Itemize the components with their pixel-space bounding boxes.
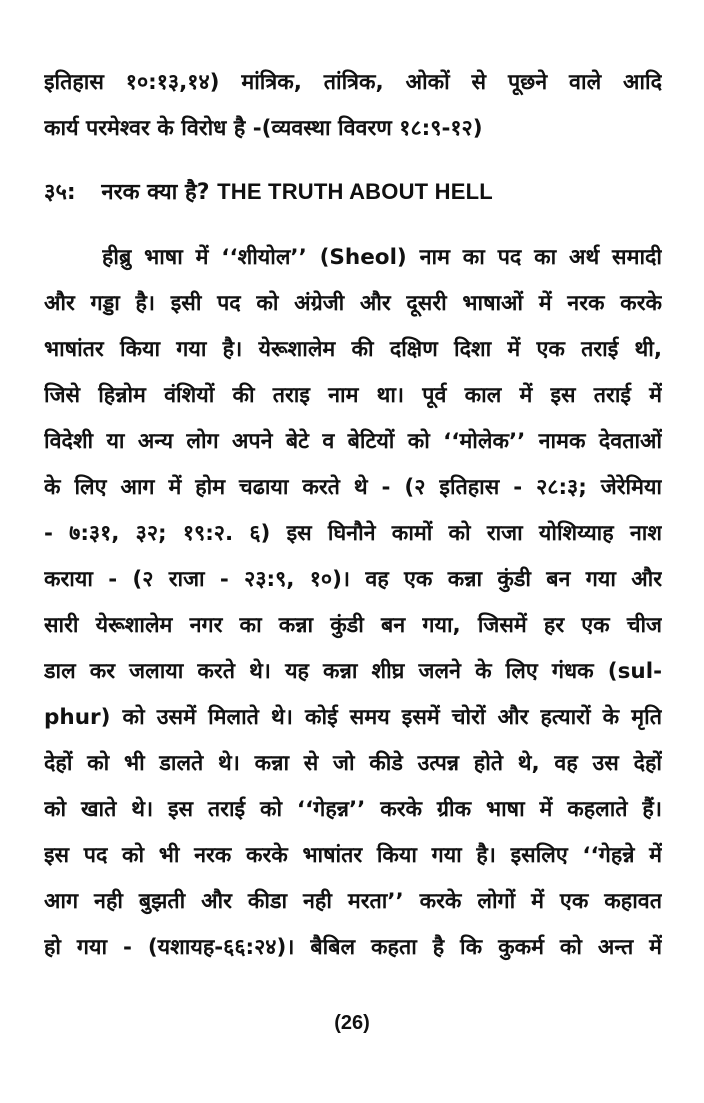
paragraph-line: डाल कर जलाया करते थे। यह कन्ना शीघ्र जलने के लिए गंधक (sul-: [44, 659, 662, 684]
section-title-hindi: नरक क्या है?: [101, 180, 210, 205]
paragraph-line: भाषांतर किया गया है। येरूशालेम की दक्षिण दिशा में एक तराई थी,: [44, 337, 662, 362]
section-number: ३५:: [44, 180, 76, 205]
paragraph-line: इस पद को भी नरक करके भाषांतर किया गया है। इसलिए ‘‘गेहन्ने में: [44, 843, 662, 868]
paragraph-line: हो गया - (यशायह-६६:२४)। बैबिल कहता है कि कुकर्म को अन्त में: [44, 935, 662, 960]
paragraph-line: को खाते थे। इस तराई को ‘‘गेहन्न’’ करके ग्रीक भाषा में कहलाते हैं।: [44, 797, 662, 822]
section-title-english: THE TRUTH ABOUT HELL: [217, 179, 493, 204]
intro-line-2: कार्य परमेश्वर के विरोध है -(व्यवस्था विवरण १८:९-१२): [44, 116, 483, 141]
section-heading: [44, 175, 493, 210]
page-number: (26): [334, 1012, 370, 1034]
paragraph-line: कराया - (२ राजा - २३:९, १०)। वह एक कन्ना कुंडी बन गया और: [44, 567, 662, 592]
paragraph-line: देहों को भी डालते थे। कन्ना से जो कीडे उत्पन्न होते थे, वह उस देहों: [44, 751, 662, 776]
paragraph-line: और गड्डा है। इसी पद को अंग्रेजी और दूसरी भाषाओं में नरक करके: [44, 291, 662, 316]
paragraph-line: के लिए आग में होम चढाया करते थे - (२ इतिहास - २८:३; जेरेमिया: [44, 475, 662, 500]
paragraph-line: हीब्रु भाषा में ‘‘शीयोल’’ (Sheol) नाम का पद का अर्थ समादी: [102, 245, 662, 270]
paragraph-line: - ७:३१, ३२; १९:२. ६) इस घिनौने कामों को राजा योशिय्याह नाश: [44, 521, 662, 546]
paragraph-line: phur) को उसमें मिलाते थे। कोई समय इसमें चोरों और हत्यारों के मृति: [44, 705, 662, 730]
paragraph-line: सारी येरूशालेम नगर का कन्ना कुंडी बन गया, जिसमें हर एक चीज: [44, 613, 662, 638]
intro-line-1: इतिहास १०:१३,१४) मांत्रिक, तांत्रिक, ओकों से पूछने वाले आदि: [44, 70, 662, 95]
paragraph-line: विदेशी या अन्य लोग अपने बेटे व बेटियों को ‘‘मोलेक’’ नामक देवताओं: [44, 429, 662, 454]
paragraph-line: जिसे हिन्नोम वंशियों की तराइ नाम था। पूर्व काल में इस तराई में: [44, 383, 662, 408]
paragraph-line: आग नही बुझती और कीडा नही मरता’’ करके लोगों में एक कहावत: [44, 889, 662, 914]
